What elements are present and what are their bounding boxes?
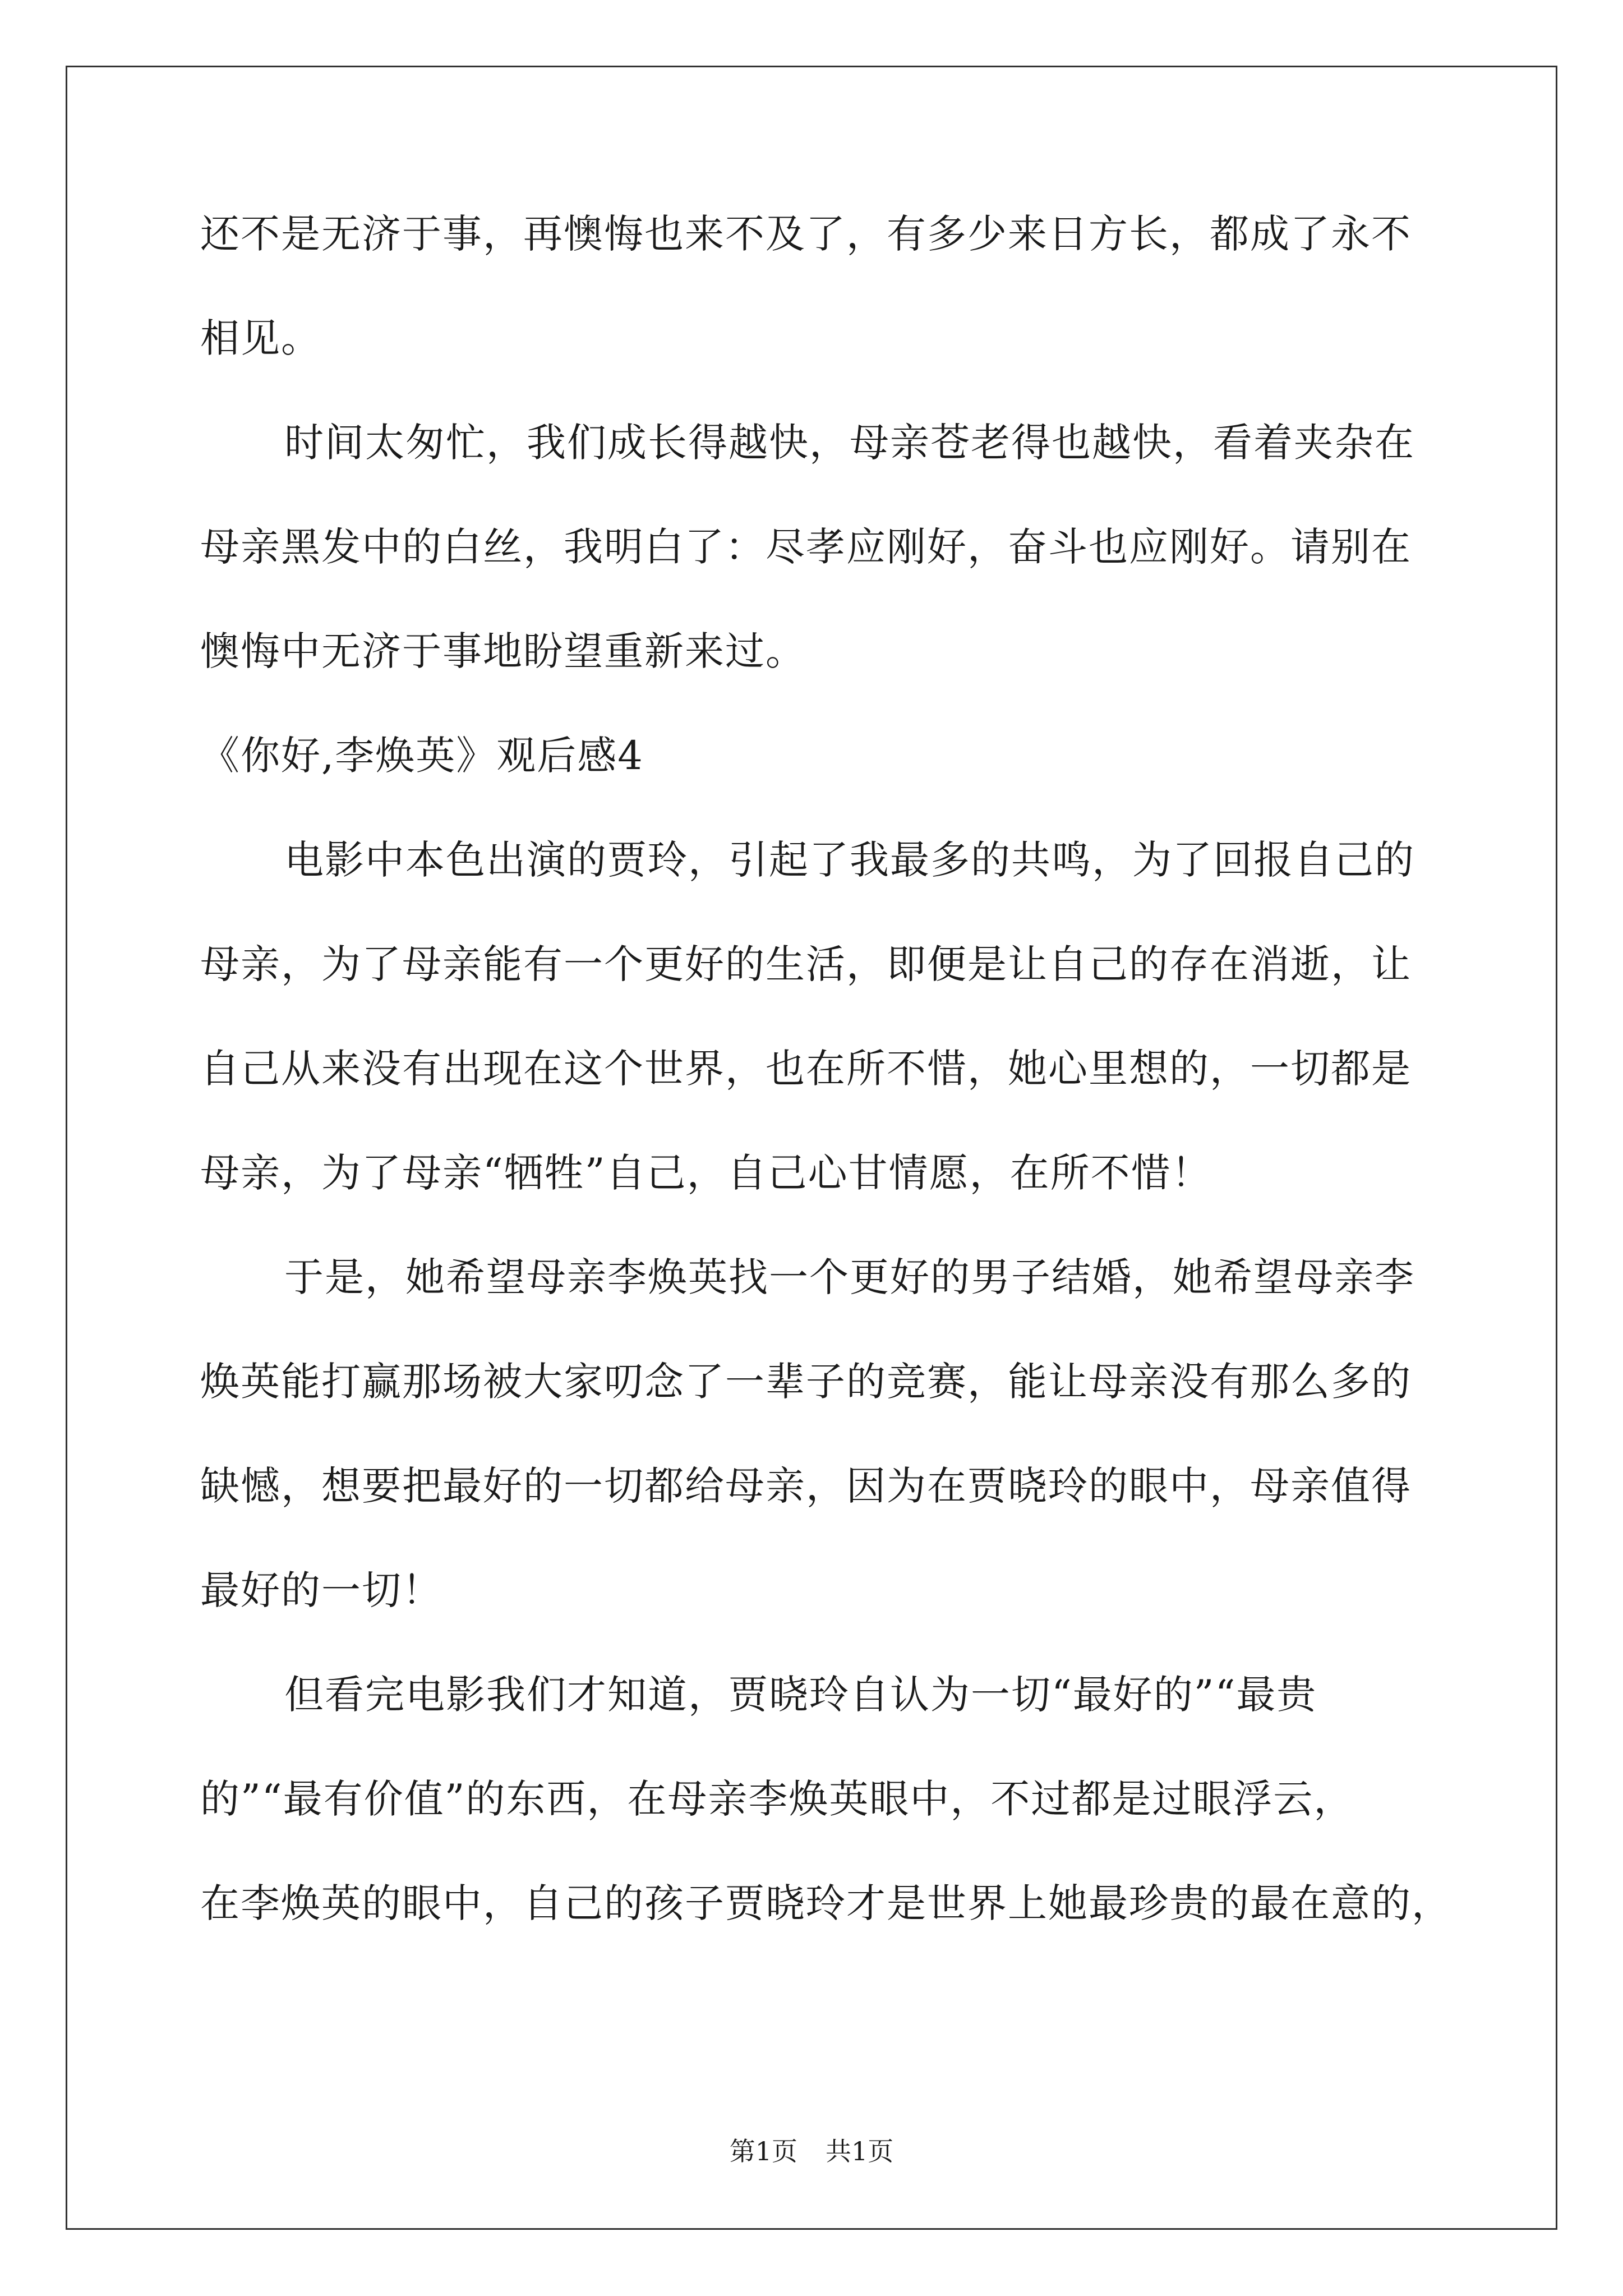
text-line: 母亲，为了母亲“牺牲”自己，自己心甘情愿，在所不惜！ [200, 1150, 1212, 1196]
page-total: 共1页 [826, 2136, 894, 2166]
heading-text: 《你好,李焕英》观后感4 [200, 733, 644, 779]
text-line: 还不是无济于事，再懊悔也来不及了，有多少来日方长，都成了永不 [200, 211, 1412, 257]
text-line: 电影中本色出演的贾玲，引起了我最多的共鸣，为了回报自己的 [284, 837, 1415, 883]
text-line: 时间太匆忙，我们成长得越快，母亲苍老得也越快，看着夹杂在 [284, 420, 1415, 466]
text-line: 自己从来没有出现在这个世界，也在所不惜，她心里想的，一切都是 [200, 1046, 1412, 1092]
paragraph [200, 1251, 1434, 1617]
text-line: 懊悔中无济于事地盼望重新来过。 [200, 628, 806, 674]
section-heading [200, 729, 1434, 782]
paragraph [200, 834, 1434, 1199]
text-line: 在李焕英的眼中，自己的孩子贾晓玲才是世界上她最珍贵的最在意的， [200, 1880, 1452, 1926]
text-line: 但看完电影我们才知道，贾晓玲自认为一切“最好的”“最贵 [284, 1672, 1317, 1718]
paragraph [200, 416, 1434, 678]
text-line: 的”“最有价值”的东西，在母亲李焕英眼中，不过都是过眼浮云， [200, 1776, 1354, 1822]
text-line: 母亲黑发中的白丝，我明白了：尽孝应刚好，奋斗也应刚好。请别在 [200, 524, 1412, 570]
text-line: 相见。 [200, 315, 321, 361]
text-line: 母亲，为了母亲能有一个更好的生活，即便是让自己的存在消逝，让 [200, 941, 1412, 987]
paragraph [200, 208, 1434, 365]
document-body [200, 208, 1452, 1930]
page-footer [0, 2134, 1623, 2168]
page-number: 第1页 [729, 2136, 797, 2166]
text-line: 最好的一切！ [200, 1567, 442, 1613]
text-line: 于是，她希望母亲李焕英找一个更好的男子结婚，她希望母亲李 [284, 1254, 1415, 1300]
text-line: 缺憾，想要把最好的一切都给母亲，因为在贾晓玲的眼中，母亲值得 [200, 1463, 1412, 1509]
text-line: 焕英能打赢那场被大家叨念了一辈子的竞赛，能让母亲没有那么多的 [200, 1359, 1412, 1405]
paragraph [200, 1668, 1452, 1930]
